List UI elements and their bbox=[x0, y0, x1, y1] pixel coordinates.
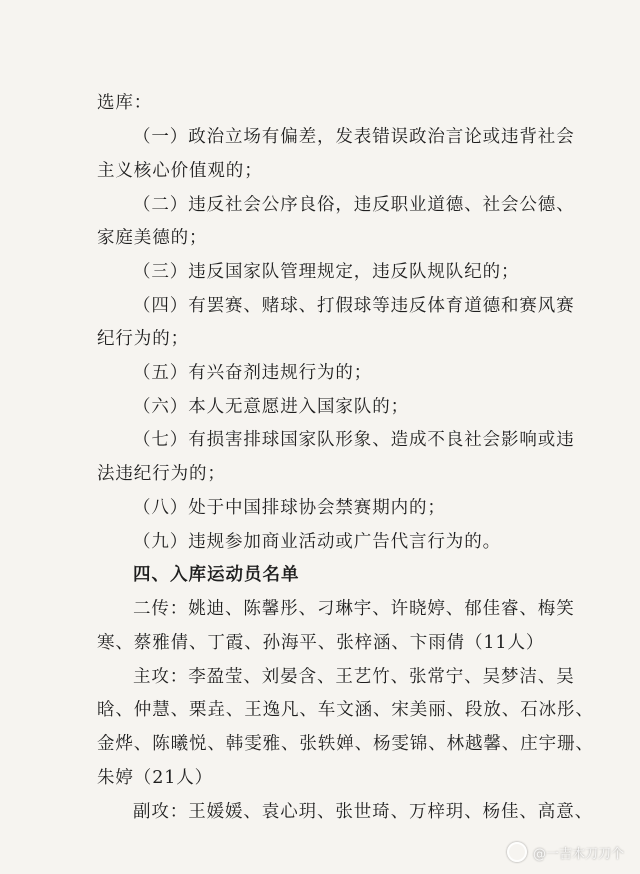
text-line: （九）违规参加商业活动或广告代言行为的。 bbox=[133, 532, 501, 552]
text-line: 主义核心价值观的； bbox=[97, 161, 263, 181]
text-line: （六）本人无意愿进入国家队的； bbox=[133, 397, 409, 417]
text-line: 选库： bbox=[97, 93, 153, 113]
text-line: （八）处于中国排球协会禁赛期内的； bbox=[133, 498, 446, 518]
watermark-logo-icon bbox=[507, 842, 527, 862]
text-line: （四）有罢赛、赌球、打假球等违反体育道德和赛风赛 bbox=[133, 296, 575, 316]
text-line: （七）有损害排球国家队形象、造成不良社会影响或违 bbox=[133, 430, 575, 450]
section-heading: 四、入库运动员名单 bbox=[133, 565, 300, 585]
text-line: （五）有兴奋剂违规行为的； bbox=[133, 363, 373, 383]
text-line: 副攻：王媛媛、袁心玥、张世琦、万梓玥、杨佳、高意、 bbox=[133, 802, 593, 822]
text-line: （三）违反国家队管理规定，违反队规队纪的； bbox=[133, 262, 520, 282]
text-line: （一）政治立场有偏差，发表错误政治言论或违背社会 bbox=[133, 127, 575, 147]
text-line: 纪行为的； bbox=[97, 329, 189, 349]
text-line: 家庭美德的； bbox=[97, 228, 208, 248]
text-line: （二）违反社会公序良俗，违反职业道德、社会公德、 bbox=[133, 195, 575, 215]
text-line: 二传：姚迪、陈馨彤、刁琳宇、许晓婷、郁佳睿、梅笑 bbox=[133, 599, 575, 619]
watermark-text: @一吉木刀刀个 bbox=[532, 846, 624, 862]
text-line: 金烨、陈曦悦、韩雯雅、张轶婵、杨雯锦、林越馨、庄宇珊、 bbox=[97, 734, 594, 754]
text-line: 晗、仲慧、栗垚、王逸凡、车文涵、宋美丽、段放、石冰彤、 bbox=[97, 700, 594, 720]
text-line: 法违纪行为的； bbox=[97, 464, 226, 484]
text-line: 主攻：李盈莹、刘晏含、王艺竹、张常宁、吴梦洁、吴 bbox=[133, 667, 575, 687]
watermark bbox=[507, 842, 624, 862]
text-line: 寒、蔡雅倩、丁霞、孙海平、张梓涵、卞雨倩（11人） bbox=[97, 633, 545, 653]
text-line: 朱婷（21人） bbox=[97, 768, 214, 788]
